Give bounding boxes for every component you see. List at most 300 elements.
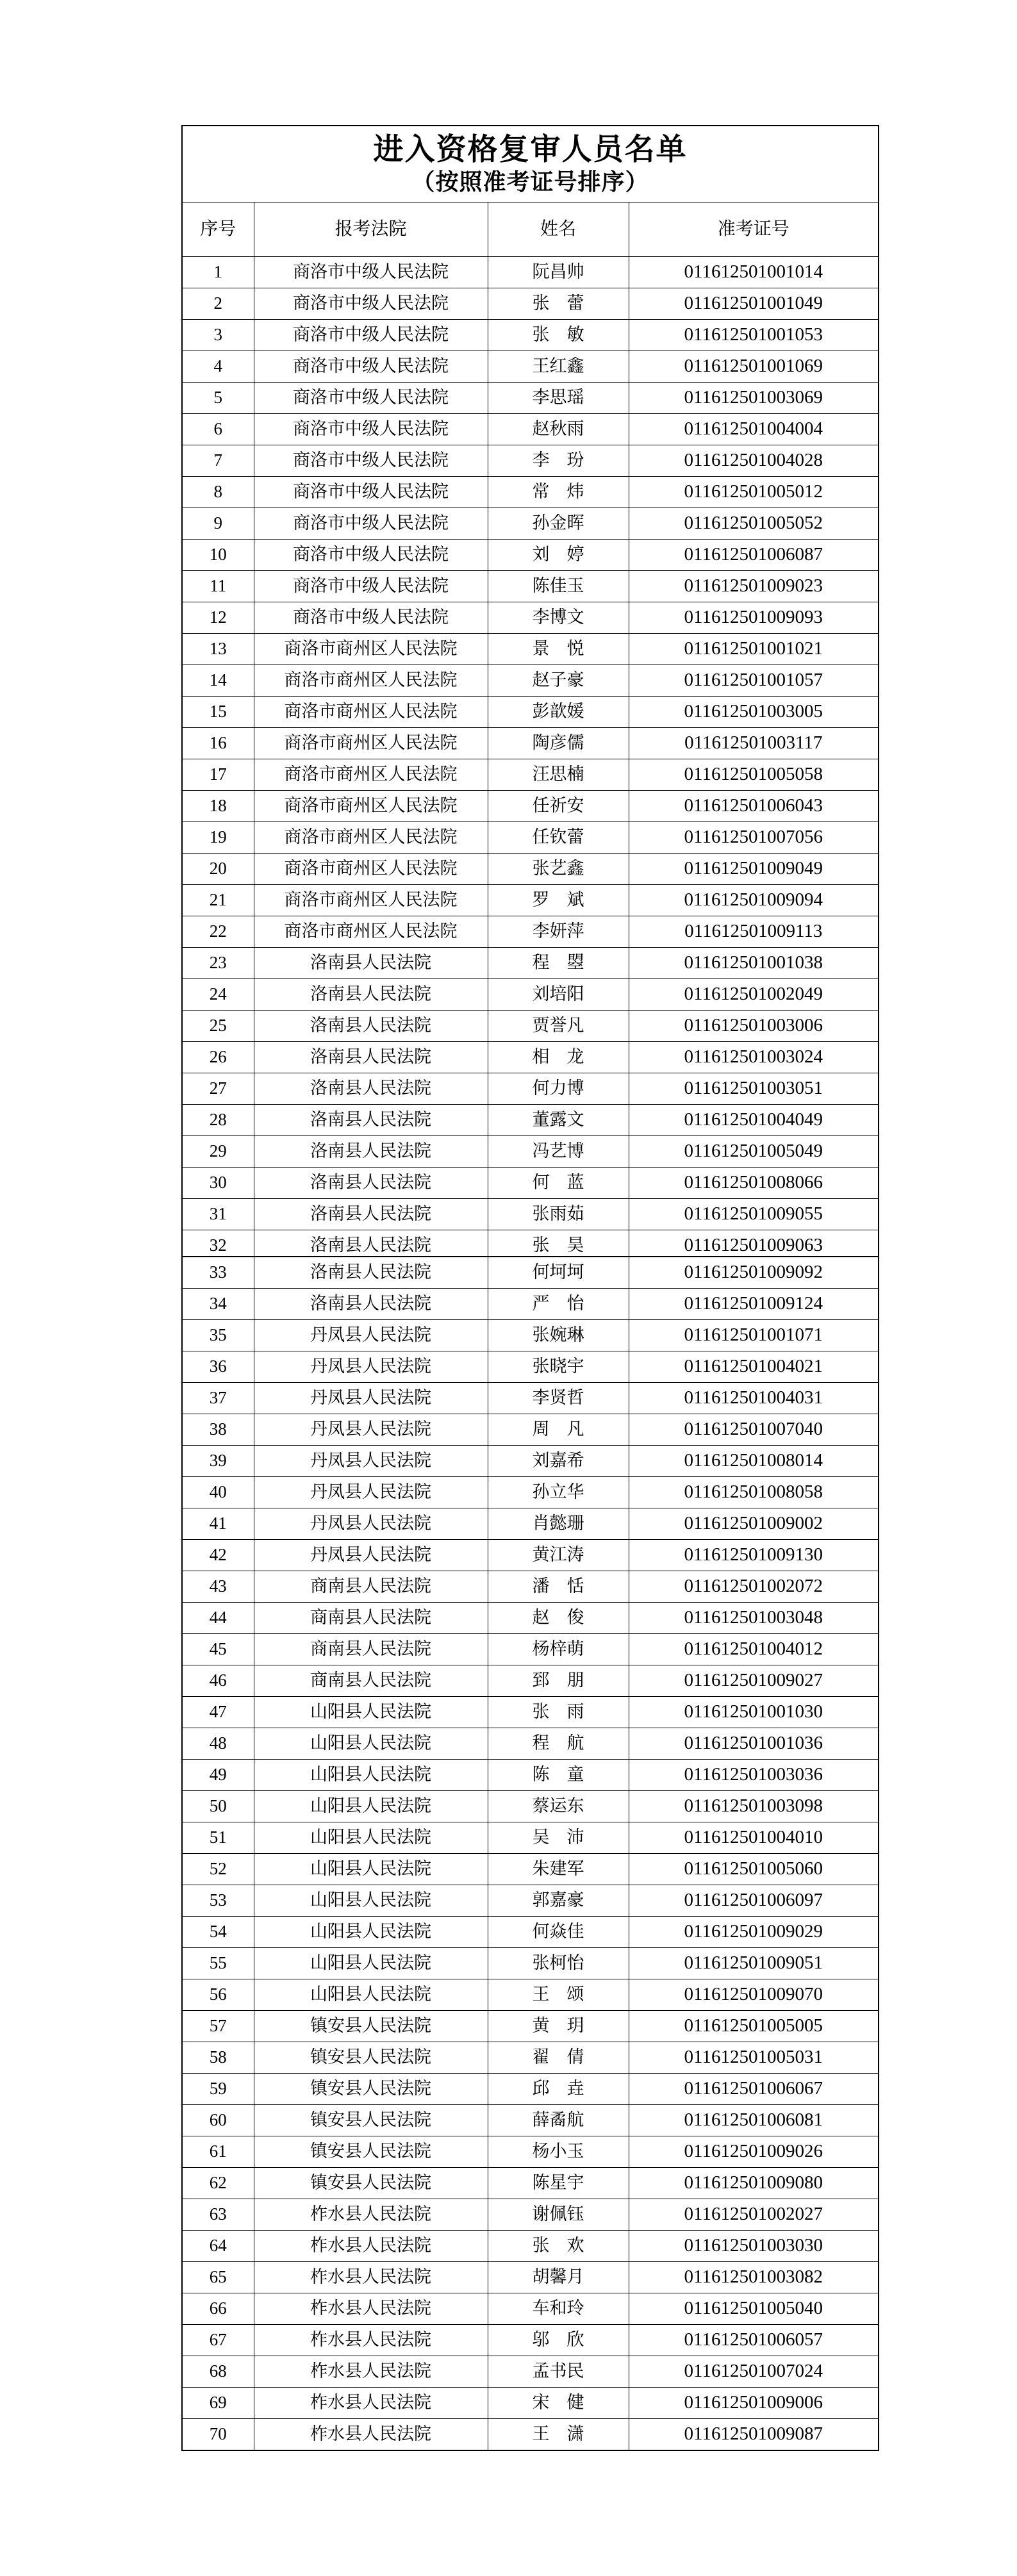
ticket-cell: 011612501003048 (629, 1603, 879, 1634)
court-cell: 洛南县人民法院 (254, 1230, 488, 1262)
column-header-name: 姓名 (488, 202, 629, 257)
court-cell: 商洛市中级人民法院 (254, 288, 488, 320)
seq-cell: 56 (182, 1979, 254, 2011)
ticket-cell: 011612501005060 (629, 1854, 879, 1885)
court-cell: 山阳县人民法院 (254, 1697, 488, 1728)
ticket-cell: 011612501004010 (629, 1822, 879, 1854)
court-cell: 柞水县人民法院 (254, 2388, 488, 2419)
name-cell: 张 雨 (488, 1697, 629, 1728)
seq-cell: 55 (182, 1948, 254, 1979)
name-cell: 薛矞航 (488, 2105, 629, 2136)
court-cell: 山阳县人民法院 (254, 1948, 488, 1979)
table-row (182, 1822, 879, 1854)
ticket-cell: 011612501008066 (629, 1168, 879, 1199)
name-cell: 何力博 (488, 1073, 629, 1105)
ticket-cell: 011612501009093 (629, 602, 879, 634)
ticket-cell: 011612501003082 (629, 2262, 879, 2293)
table-header-row (182, 202, 879, 257)
ticket-cell: 011612501009026 (629, 2136, 879, 2168)
name-cell: 张晓宇 (488, 1351, 629, 1383)
table-row (182, 288, 879, 320)
ticket-cell: 011612501008058 (629, 1477, 879, 1508)
court-cell: 洛南县人民法院 (254, 1042, 488, 1073)
seq-cell: 67 (182, 2325, 254, 2356)
court-cell: 山阳县人民法院 (254, 1728, 488, 1760)
seq-cell: 64 (182, 2231, 254, 2262)
seq-cell: 61 (182, 2136, 254, 2168)
name-cell: 蔡运东 (488, 1791, 629, 1822)
ticket-cell: 011612501001049 (629, 288, 879, 320)
court-cell: 洛南县人民法院 (254, 1011, 488, 1042)
table-row (182, 1414, 879, 1446)
name-cell: 郅 朋 (488, 1665, 629, 1697)
seq-cell: 49 (182, 1760, 254, 1791)
name-cell: 宋 健 (488, 2388, 629, 2419)
court-cell: 商洛市中级人民法院 (254, 571, 488, 602)
name-cell: 刘嘉希 (488, 1446, 629, 1477)
name-cell: 张 敏 (488, 320, 629, 351)
table-row (182, 414, 879, 445)
name-cell: 王红鑫 (488, 351, 629, 383)
table-row (182, 1477, 879, 1508)
name-cell: 李博文 (488, 602, 629, 634)
seq-cell: 50 (182, 1791, 254, 1822)
court-cell: 柞水县人民法院 (254, 2199, 488, 2231)
name-cell: 黄 玥 (488, 2011, 629, 2042)
seq-cell: 48 (182, 1728, 254, 1760)
ticket-cell: 011612501009023 (629, 571, 879, 602)
court-cell: 商洛市商州区人民法院 (254, 854, 488, 885)
table-row (182, 1697, 879, 1728)
table-row (182, 916, 879, 948)
title-cell (182, 126, 879, 202)
name-cell: 冯艺博 (488, 1136, 629, 1168)
ticket-cell: 011612501006081 (629, 2105, 879, 2136)
ticket-cell: 011612501009027 (629, 1665, 879, 1697)
seq-cell: 38 (182, 1414, 254, 1446)
name-cell: 张婉琳 (488, 1320, 629, 1351)
ticket-cell: 011612501009130 (629, 1540, 879, 1571)
court-cell: 商洛市中级人民法院 (254, 414, 488, 445)
seq-cell: 47 (182, 1697, 254, 1728)
name-cell: 张柯怡 (488, 1948, 629, 1979)
table-row (182, 2168, 879, 2199)
seq-cell: 21 (182, 885, 254, 916)
table-row (182, 1540, 879, 1571)
ticket-cell: 011612501004028 (629, 445, 879, 477)
court-cell: 商洛市中级人民法院 (254, 351, 488, 383)
table-row (182, 2199, 879, 2231)
table-row (182, 2136, 879, 2168)
table-row (182, 1446, 879, 1477)
name-cell: 相 龙 (488, 1042, 629, 1073)
name-cell: 孙立华 (488, 1477, 629, 1508)
table-row (182, 1199, 879, 1230)
name-cell: 何焱佳 (488, 1917, 629, 1948)
table-row (182, 1948, 879, 1979)
name-cell: 汪思楠 (488, 759, 629, 791)
seq-cell: 13 (182, 634, 254, 665)
name-cell: 潘 恬 (488, 1571, 629, 1603)
seq-cell: 52 (182, 1854, 254, 1885)
ticket-cell: 011612501009049 (629, 854, 879, 885)
court-cell: 柞水县人民法院 (254, 2231, 488, 2262)
seq-cell: 70 (182, 2419, 254, 2451)
ticket-cell: 011612501001030 (629, 1697, 879, 1728)
ticket-cell: 011612501005031 (629, 2042, 879, 2074)
name-cell: 杨小玉 (488, 2136, 629, 2168)
table-row (182, 2388, 879, 2419)
table-row (182, 2011, 879, 2042)
name-cell: 彭歆媛 (488, 697, 629, 728)
seq-cell: 1 (182, 257, 254, 288)
table-row (182, 2419, 879, 2451)
name-cell: 杨梓萌 (488, 1634, 629, 1665)
ticket-cell: 011612501003024 (629, 1042, 879, 1073)
seq-cell: 26 (182, 1042, 254, 1073)
name-cell: 程 曌 (488, 948, 629, 979)
name-cell: 吴 沛 (488, 1822, 629, 1854)
court-cell: 商洛市商州区人民法院 (254, 759, 488, 791)
court-cell: 山阳县人民法院 (254, 1822, 488, 1854)
seq-cell: 16 (182, 728, 254, 759)
seq-cell: 65 (182, 2262, 254, 2293)
ticket-cell: 011612501003036 (629, 1760, 879, 1791)
table-row (182, 1073, 879, 1105)
seq-cell: 69 (182, 2388, 254, 2419)
ticket-cell: 011612501005058 (629, 759, 879, 791)
ticket-cell: 011612501009029 (629, 1917, 879, 1948)
seq-cell: 17 (182, 759, 254, 791)
seq-cell: 11 (182, 571, 254, 602)
ticket-cell: 011612501009092 (629, 1257, 879, 1289)
seq-cell: 54 (182, 1917, 254, 1948)
ticket-cell: 011612501008014 (629, 1446, 879, 1477)
seq-cell: 8 (182, 477, 254, 508)
seq-cell: 19 (182, 822, 254, 854)
seq-cell: 36 (182, 1351, 254, 1383)
name-cell: 李 玢 (488, 445, 629, 477)
court-cell: 商南县人民法院 (254, 1665, 488, 1697)
name-cell: 刘培阳 (488, 979, 629, 1011)
seq-cell: 46 (182, 1665, 254, 1697)
court-cell: 洛南县人民法院 (254, 1289, 488, 1320)
court-cell: 山阳县人民法院 (254, 1791, 488, 1822)
ticket-cell: 011612501009124 (629, 1289, 879, 1320)
ticket-cell: 011612501009055 (629, 1199, 879, 1230)
ticket-cell: 011612501009080 (629, 2168, 879, 2199)
name-cell: 程 航 (488, 1728, 629, 1760)
ticket-cell: 011612501009002 (629, 1508, 879, 1540)
name-cell: 邬 欣 (488, 2325, 629, 2356)
seq-cell: 6 (182, 414, 254, 445)
court-cell: 商洛市商州区人民法院 (254, 885, 488, 916)
table-row (182, 2262, 879, 2293)
name-cell: 张 欢 (488, 2231, 629, 2262)
seq-cell: 23 (182, 948, 254, 979)
table-row (182, 1383, 879, 1414)
ticket-cell: 011612501005005 (629, 2011, 879, 2042)
court-cell: 商洛市中级人民法院 (254, 320, 488, 351)
court-cell: 丹凤县人民法院 (254, 1351, 488, 1383)
ticket-cell: 011612501005012 (629, 477, 879, 508)
table-row (182, 2231, 879, 2262)
court-cell: 丹凤县人民法院 (254, 1383, 488, 1414)
seq-cell: 4 (182, 351, 254, 383)
name-cell: 严 怡 (488, 1289, 629, 1320)
ticket-cell: 011612501003051 (629, 1073, 879, 1105)
court-cell: 商洛市中级人民法院 (254, 257, 488, 288)
table-row (182, 854, 879, 885)
ticket-cell: 011612501003030 (629, 2231, 879, 2262)
ticket-cell: 011612501006087 (629, 540, 879, 571)
ticket-cell: 011612501007024 (629, 2356, 879, 2388)
ticket-cell: 011612501009063 (629, 1230, 879, 1262)
name-cell: 孙金晖 (488, 508, 629, 540)
court-cell: 洛南县人民法院 (254, 1199, 488, 1230)
seq-cell: 24 (182, 979, 254, 1011)
name-cell: 赵秋雨 (488, 414, 629, 445)
seq-cell: 31 (182, 1199, 254, 1230)
court-cell: 商洛市商州区人民法院 (254, 697, 488, 728)
table-row (182, 320, 879, 351)
name-cell: 李贤哲 (488, 1383, 629, 1414)
table-row (182, 1351, 879, 1383)
court-cell: 洛南县人民法院 (254, 1073, 488, 1105)
table-row (182, 508, 879, 540)
table-row (182, 351, 879, 383)
court-cell: 山阳县人民法院 (254, 1760, 488, 1791)
ticket-cell: 011612501007040 (629, 1414, 879, 1446)
ticket-cell: 011612501007056 (629, 822, 879, 854)
ticket-cell: 011612501003098 (629, 1791, 879, 1822)
name-cell: 王 潇 (488, 2419, 629, 2451)
ticket-cell: 011612501009070 (629, 1979, 879, 2011)
court-cell: 柞水县人民法院 (254, 2356, 488, 2388)
seq-cell: 35 (182, 1320, 254, 1351)
seq-cell: 3 (182, 320, 254, 351)
name-cell: 李妍萍 (488, 916, 629, 948)
table-row (182, 759, 879, 791)
seq-cell: 43 (182, 1571, 254, 1603)
seq-cell: 10 (182, 540, 254, 571)
ticket-cell: 011612501009094 (629, 885, 879, 916)
court-cell: 柞水县人民法院 (254, 2325, 488, 2356)
name-cell: 谢佩钰 (488, 2199, 629, 2231)
ticket-cell: 011612501001038 (629, 948, 879, 979)
seq-cell: 28 (182, 1105, 254, 1136)
table-row (182, 1603, 879, 1634)
seq-cell: 37 (182, 1383, 254, 1414)
seq-cell: 5 (182, 383, 254, 414)
court-cell: 丹凤县人民法院 (254, 1414, 488, 1446)
court-cell: 商洛市中级人民法院 (254, 445, 488, 477)
table-row (182, 665, 879, 697)
page-title: 进入资格复审人员名单 (373, 133, 688, 167)
table-row (182, 1011, 879, 1042)
table-row (182, 1136, 879, 1168)
table-row (182, 1665, 879, 1697)
table-row (182, 1257, 879, 1289)
court-cell: 洛南县人民法院 (254, 1168, 488, 1199)
table-row (182, 2325, 879, 2356)
seq-cell: 32 (182, 1230, 254, 1262)
name-cell: 赵子豪 (488, 665, 629, 697)
court-cell: 山阳县人民法院 (254, 1885, 488, 1917)
seq-cell: 33 (182, 1257, 254, 1289)
court-cell: 镇安县人民法院 (254, 2105, 488, 2136)
ticket-cell: 011612501003117 (629, 728, 879, 759)
table-row (182, 948, 879, 979)
court-cell: 商洛市中级人民法院 (254, 540, 488, 571)
ticket-cell: 011612501004021 (629, 1351, 879, 1383)
ticket-cell: 011612501004031 (629, 1383, 879, 1414)
court-cell: 柞水县人民法院 (254, 2262, 488, 2293)
ticket-cell: 011612501009051 (629, 1948, 879, 1979)
seq-cell: 39 (182, 1446, 254, 1477)
name-cell: 孟书民 (488, 2356, 629, 2388)
ticket-cell: 011612501004004 (629, 414, 879, 445)
ticket-cell: 011612501002072 (629, 1571, 879, 1603)
name-cell: 刘 婷 (488, 540, 629, 571)
court-cell: 商洛市商州区人民法院 (254, 728, 488, 759)
seq-cell: 60 (182, 2105, 254, 2136)
name-cell: 陈佳玉 (488, 571, 629, 602)
name-cell: 张艺鑫 (488, 854, 629, 885)
seq-cell: 51 (182, 1822, 254, 1854)
column-header-court: 报考法院 (254, 202, 488, 257)
name-cell: 翟 倩 (488, 2042, 629, 2074)
table-row (182, 1917, 879, 1948)
name-cell: 陶彦儒 (488, 728, 629, 759)
name-cell: 何坷坷 (488, 1257, 629, 1289)
ticket-cell: 011612501005052 (629, 508, 879, 540)
ticket-cell: 011612501003006 (629, 1011, 879, 1042)
ticket-cell: 011612501001014 (629, 257, 879, 288)
table-row (182, 383, 879, 414)
ticket-cell: 011612501006097 (629, 1885, 879, 1917)
court-cell: 柞水县人民法院 (254, 2293, 488, 2325)
table-row (182, 477, 879, 508)
name-cell: 景 悦 (488, 634, 629, 665)
name-cell: 朱建军 (488, 1854, 629, 1885)
column-header-seq: 序号 (182, 202, 254, 257)
table-row (182, 697, 879, 728)
court-cell: 商洛市中级人民法院 (254, 383, 488, 414)
name-cell: 陈星宇 (488, 2168, 629, 2199)
table-row (182, 1728, 879, 1760)
seq-cell: 57 (182, 2011, 254, 2042)
ticket-cell: 011612501009113 (629, 916, 879, 948)
seq-cell: 9 (182, 508, 254, 540)
table-row (182, 1508, 879, 1540)
court-cell: 洛南县人民法院 (254, 948, 488, 979)
table-row (182, 2074, 879, 2105)
column-header-ticket: 准考证号 (629, 202, 879, 257)
name-cell: 何 蓝 (488, 1168, 629, 1199)
page-subtitle: （按照准考证号排序） (411, 169, 649, 195)
court-cell: 镇安县人民法院 (254, 2136, 488, 2168)
table-row (182, 540, 879, 571)
table-row (182, 2042, 879, 2074)
seq-cell: 63 (182, 2199, 254, 2231)
seq-cell: 45 (182, 1634, 254, 1665)
court-cell: 商南县人民法院 (254, 1634, 488, 1665)
ticket-cell: 011612501004012 (629, 1634, 879, 1665)
table-row (182, 1854, 879, 1885)
ticket-cell: 011612501004049 (629, 1105, 879, 1136)
table-row (182, 728, 879, 759)
court-cell: 镇安县人民法院 (254, 2042, 488, 2074)
table-row (182, 1105, 879, 1136)
court-cell: 柞水县人民法院 (254, 2419, 488, 2451)
ticket-cell: 011612501003005 (629, 697, 879, 728)
name-cell: 赵 俊 (488, 1603, 629, 1634)
court-cell: 丹凤县人民法院 (254, 1540, 488, 1571)
seq-cell: 18 (182, 791, 254, 822)
table-row (182, 1760, 879, 1791)
table-row (182, 979, 879, 1011)
court-cell: 商洛市中级人民法院 (254, 508, 488, 540)
court-cell: 镇安县人民法院 (254, 2168, 488, 2199)
seq-cell: 2 (182, 288, 254, 320)
seq-cell: 53 (182, 1885, 254, 1917)
ticket-cell: 011612501003069 (629, 383, 879, 414)
court-cell: 洛南县人民法院 (254, 1105, 488, 1136)
seq-cell: 34 (182, 1289, 254, 1320)
court-cell: 丹凤县人民法院 (254, 1446, 488, 1477)
name-cell: 王 颂 (488, 1979, 629, 2011)
court-cell: 山阳县人民法院 (254, 1854, 488, 1885)
court-cell: 商南县人民法院 (254, 1603, 488, 1634)
court-cell: 商洛市商州区人民法院 (254, 665, 488, 697)
table-row (182, 445, 879, 477)
ticket-cell: 011612501006067 (629, 2074, 879, 2105)
court-cell: 商洛市中级人民法院 (254, 602, 488, 634)
table-row (182, 822, 879, 854)
seq-cell: 66 (182, 2293, 254, 2325)
seq-cell: 40 (182, 1477, 254, 1508)
court-cell: 山阳县人民法院 (254, 1979, 488, 2011)
seq-cell: 59 (182, 2074, 254, 2105)
name-cell: 任祈安 (488, 791, 629, 822)
name-cell: 贾誉凡 (488, 1011, 629, 1042)
ticket-cell: 011612501002027 (629, 2199, 879, 2231)
table-row (182, 1320, 879, 1351)
court-cell: 商洛市中级人民法院 (254, 477, 488, 508)
table-row (182, 2105, 879, 2136)
court-cell: 镇安县人民法院 (254, 2074, 488, 2105)
name-cell: 张雨茹 (488, 1199, 629, 1230)
name-cell: 李思瑶 (488, 383, 629, 414)
table-row (182, 1571, 879, 1603)
seq-cell: 44 (182, 1603, 254, 1634)
table-row (182, 1289, 879, 1320)
seq-cell: 12 (182, 602, 254, 634)
ticket-cell: 011612501001036 (629, 1728, 879, 1760)
table-row (182, 634, 879, 665)
table-row (182, 2293, 879, 2325)
ticket-cell: 011612501009006 (629, 2388, 879, 2419)
court-cell: 洛南县人民法院 (254, 1257, 488, 1289)
title-row (182, 126, 879, 202)
table-row (182, 1979, 879, 2011)
seq-cell: 14 (182, 665, 254, 697)
seq-cell: 29 (182, 1136, 254, 1168)
name-cell: 胡馨月 (488, 2262, 629, 2293)
table-row (182, 602, 879, 634)
court-cell: 商洛市商州区人民法院 (254, 634, 488, 665)
